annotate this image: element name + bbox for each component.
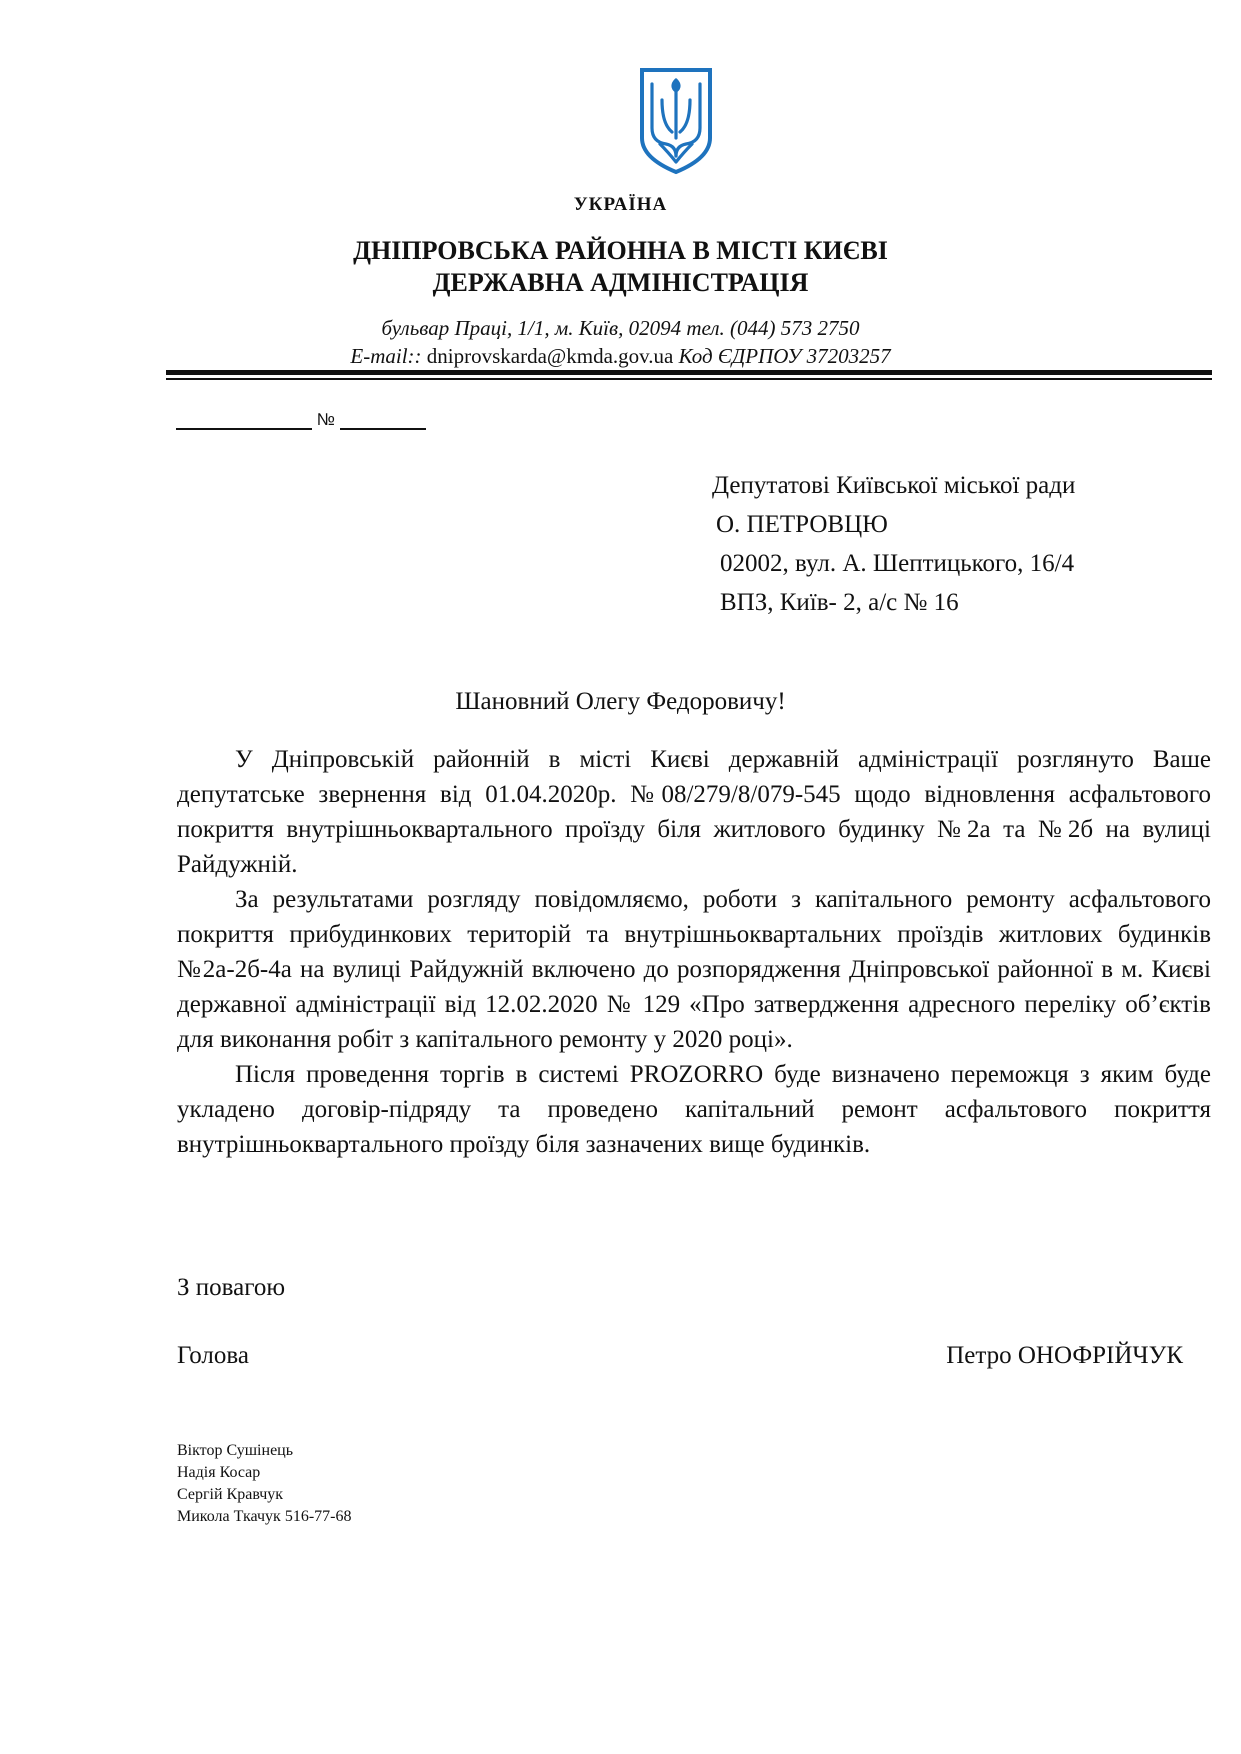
contact-line: Микола Ткачук 516-77-68 — [177, 1508, 352, 1525]
salutation: Шановний Олегу Федоровичу! — [455, 688, 786, 715]
signer-name: Петро ОНОФРІЙЧУК — [946, 1342, 1183, 1369]
date-blank — [176, 412, 312, 430]
contact-line: Надія Косар — [177, 1464, 261, 1481]
recipient-line4: ВПЗ, Київ- 2, а/с № 16 — [720, 589, 959, 616]
signer-position: Голова — [177, 1342, 249, 1369]
ukraine-trident-icon — [638, 66, 714, 176]
number-blank — [340, 412, 426, 430]
recipient-line2: О. ПЕТРОВЦЮ — [716, 511, 888, 538]
recipient-line3: 02002, вул. А. Шептицького, 16/4 — [720, 550, 1075, 577]
organization-address: бульвар Праці, 1/1, м. Київ, 02094 тел. (044) 573 2750 — [381, 316, 860, 340]
contact-line: Віктор Сушінець — [177, 1442, 294, 1459]
closing-phrase: З повагою — [177, 1274, 286, 1301]
body-paragraph-1: У Дніпровській районній в місті Києві державній адміністрації розглянуто Ваше депутатське звернення від 01.04.2020р. №08/279/8/079-545 щодо відновлення асфальтового покриття внутрішньоквартального проїзду біля житлового будинку №2а та №2б на вулиці Райдужній. — [177, 746, 1211, 878]
letter-body — [177, 742, 1211, 1162]
header-divider-thick — [166, 370, 1212, 375]
organization-name-line2: ДЕРЖАВНА АДМІНІСТРАЦІЯ — [432, 268, 809, 297]
executor-contacts — [177, 1440, 351, 1528]
edrpou-code: Код ЄДРПОУ 37203257 — [678, 344, 891, 368]
contact-line: Сергій Кравчук — [177, 1486, 284, 1503]
header-divider-thin — [166, 378, 1212, 380]
email-address: dniprovskarda@kmda.gov.ua — [426, 344, 674, 368]
body-paragraph-3: Після проведення торгів в системі PROZORRO буде визначено переможця з яким буде укладено договір-підряду та проведено капітальний ремонт асфальтового покриття внутрішньоквартального проїзду біля зазначених вище будинків. — [177, 1061, 1211, 1158]
recipient-line1: Депутатові Київської міської ради — [712, 472, 1076, 499]
registration-line — [176, 410, 426, 430]
email-label: E-mail:: — [350, 344, 422, 368]
number-sign: № — [316, 410, 335, 429]
body-paragraph-2: За результатами розгляду повідомляємо, роботи з капітального ремонту асфальтового покриття прибудинкових територій та внутрішньоквартальних проїздів житлових будинків №2а-2б-4а на вулиці Райдужній включено до розпорядження Дніпровської районної в м. Києві державної адміністрації від 12.02.2020 № 129 «Про затвердження адресного переліку об’єктів для виконання робіт з капітального ремонту у 2020 році». — [177, 886, 1211, 1053]
organization-contacts — [0, 344, 1241, 369]
country-title: УКРАЇНА — [573, 194, 668, 215]
organization-name-line1: ДНІПРОВСЬКА РАЙОННА В МІСТІ КИЄВІ — [353, 236, 888, 265]
